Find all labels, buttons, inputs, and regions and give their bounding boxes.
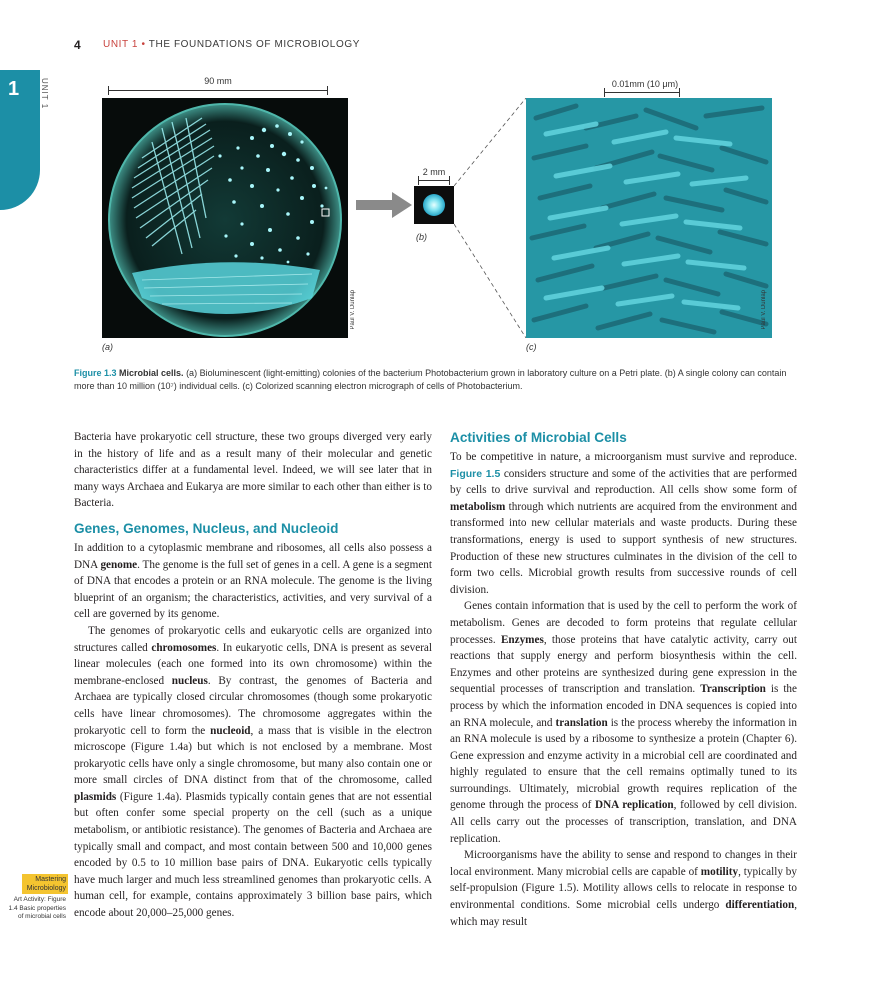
page-number: 4	[74, 38, 81, 52]
text-run: is the process whereby the information in an RNA molecule is used by a ribosome to synthesize a protein (Chapter 6). Gene expression and enzyme activity in a microbial cell are coordinated and highly regulated to ensure that the cell remains optimally tuned to its surroundings. Ultimately, microbial growth requires replication of the genome through the process of	[450, 716, 798, 812]
paragraph	[450, 847, 797, 930]
text-run: considers structure and some of the activities that are performed by cells to drive survival and reproduction. All cells show some form of	[450, 467, 797, 497]
key-term: DNA replication	[595, 799, 674, 812]
key-term: translation	[555, 716, 608, 729]
text-run: (Figure 1.4a). Plasmids typically contain genes that are not essential but often confer some special property on the cell (such as a unique metabolism, or antibiotic resistance). The genomes of Bacteria and Archaea are typically small and compact, and most contain between 500 and 10,000 genes encoded by 0.5 to 10 million base pairs of DNA. Eukaryotic cells typically have much larger and much less streamlined genomes than prokaryotic cells. A human cell, for example, contains approximately 3 billion base pairs, which encode about 20,000–25,000 genes.	[74, 790, 432, 920]
text-run: is the process by which the information encoded in DNA sequences is copied into an RNA molecule, and	[450, 683, 797, 729]
key-term: Transcription	[700, 683, 766, 696]
photo-credit-c: Paul V. Dunlap	[761, 290, 767, 330]
text-run: through which nutrients are acquired from the environment and transformed into new cellular materials and waste products. During these transformations, energy is used to support synthesis of new structures. Production of these new structures culminates in the division of the cell to form two cells. Microbial growth results from successive rounds of cell division.	[450, 500, 797, 596]
photo-credit-a: Paul V. Dunlap	[350, 290, 356, 330]
key-term: nucleus	[171, 674, 208, 687]
text-run: . In eukaryotic cells, DNA is present as several linear molecules (each one formed into its own chromosome) within the membrane-enclosed	[74, 641, 433, 687]
paragraph	[74, 623, 432, 922]
key-term: plasmids	[74, 790, 117, 803]
scale-bar-a	[108, 90, 328, 91]
panel-label-b: (b)	[416, 232, 427, 242]
scale-label-c: 0.01mm (10 μm)	[611, 79, 679, 89]
text-run: , a mass that is visible in the electron microscope (Figure 1.4a) but which is not enclosed by a membrane. Most prokaryotic cells have only a single chromosome, but many also contain one or more small circles of DNA distinct from that of the chromosome, called	[74, 724, 432, 787]
figure-caption-text: (a) Bioluminescent (light-emitting) colonies of the bacterium Photobacterium grown in laboratory culture on a Petri plate. (b) A single colony can contain more than 10 million (10⁷) individual cells. (c) Colorized scanning electron micrograph of cells of Photobacterium.	[74, 368, 787, 391]
text-run: , followed by cell division. All cells carry out the processes of transcription, translation, and DNA replication.	[450, 799, 797, 845]
single-colony-photo	[414, 186, 454, 224]
scale-bar-b	[418, 180, 450, 181]
text-run: Genes contain information that is used by the cell to perform the work of metabolism. Genes are decoded to form proteins that regulate cellular processes.	[450, 600, 797, 646]
unit-tab	[0, 70, 40, 210]
paragraph	[450, 598, 797, 847]
section-heading: Genes, Genomes, Nucleus, and Nucleoid	[74, 520, 339, 536]
petri-plate-illustration	[102, 98, 348, 338]
electron-micrograph	[526, 98, 772, 338]
paragraph	[74, 540, 432, 623]
left-column	[74, 429, 432, 922]
rod-cells-illustration	[526, 98, 772, 338]
text-run: To be competitive in nature, a microorganism must survive and reproduce.	[450, 451, 797, 463]
paragraph: Bacteria have prokaryotic cell structure, these two groups diverged very early in the history of life and as a result many of their molecular and genetic characteristics differ at a fundamental level. Indeed, we will see later that in many ways Archaea and Eukarya are more similar to each other than either is to Bacteria.	[74, 431, 432, 510]
text-run: . By contrast, the genomes of Bacteria and Archaea are typically closed circular chromosomes (though some prokaryotic cells have linear chromosomes). The chromosome aggregates within the prokaryotic cell to form the	[74, 674, 432, 737]
text-run: . The genome is the full set of genes in a cell. A gene is a segment of DNA that encodes a protein or an RNA molecule. The genome is the living blueprint of an organism; the characteristics, activities, and very survival of a cell are governed by its genome.	[74, 558, 432, 621]
art-activity-note: Art Activity: Figure 1.4 Basic properties of microbial cells	[8, 896, 66, 921]
key-term: genome	[100, 558, 138, 571]
section-heading: Activities of Microbial Cells	[450, 430, 627, 445]
key-term: metabolism	[450, 500, 506, 513]
key-term: nucleoid	[210, 724, 251, 737]
unit-tab-label: UNIT 1	[40, 78, 49, 110]
arrow-to-colony-icon	[356, 190, 414, 220]
text-run: , which may result	[450, 899, 797, 928]
text-run: In addition to a cytoplasmic membrane and ribosomes, all cells also possess a DNA	[74, 541, 432, 571]
text-run: , those proteins that have catalytic activity, carry out reactions that supply energy and perform biosynthesis within the cell. Enzymes and other proteins are synthesized during gene expression in the sequential processes of transcription and translation.	[450, 633, 798, 696]
running-head-bullet: •	[141, 39, 146, 50]
running-head-unit: UNIT 1	[103, 39, 139, 50]
mastering-microbiology-badge[interactable]: Mastering Microbiology	[22, 874, 68, 894]
right-column	[450, 429, 797, 930]
figure-caption	[74, 367, 794, 393]
panel-label-a: (a)	[102, 342, 113, 352]
figure-number: Figure 1.3	[74, 368, 117, 378]
scale-label-a: 90 mm	[204, 76, 232, 86]
text-run: The genomes of prokaryotic cells and eukaryotic cells are organized into structures called	[74, 624, 432, 654]
key-term: chromosomes	[151, 641, 217, 654]
text-run: Microorganisms have the ability to sense and respond to changes in their local environment. Many microbial cells are capable of	[450, 849, 797, 878]
running-head-title: THE FOUNDATIONS OF MICROBIOLOGY	[148, 39, 360, 50]
unit-tab-number: 1	[8, 78, 20, 100]
petri-plate-photo	[102, 98, 348, 338]
key-term: Enzymes	[500, 633, 544, 646]
figure-title: Microbial cells.	[119, 368, 184, 378]
panel-label-c: (c)	[526, 342, 537, 352]
text-run: , typically by self-propulsion (Figure 1.5). Motility allows cells to relocate in response to environmental conditions. Some microbial cells undergo	[450, 865, 797, 912]
scale-label-b: 2 mm	[422, 167, 446, 177]
key-term: differentiation	[725, 899, 795, 912]
key-term: motility	[700, 865, 739, 878]
figure-reference-link[interactable]: Figure 1.5	[450, 467, 501, 480]
paragraph	[450, 449, 797, 598]
running-head	[103, 39, 360, 50]
zoom-guide-lines	[454, 98, 528, 338]
scale-bar-c	[604, 92, 680, 93]
